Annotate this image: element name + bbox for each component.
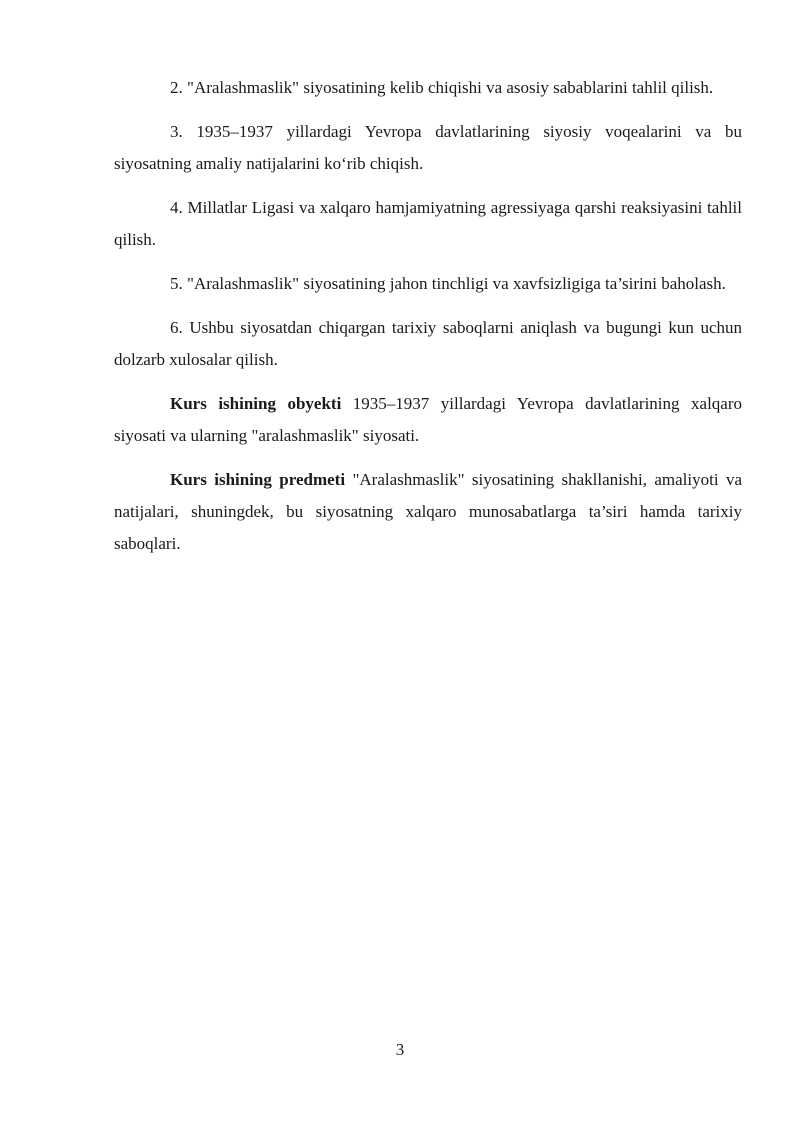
object-paragraph	[114, 388, 742, 452]
list-item-5: 5. "Aralashmaslik" siyosatining jahon tinchligi va xavfsizligiga ta’sirini baholash.	[170, 274, 726, 293]
list-item-6: 6. Ushbu siyosatdan chiqargan tarixiy saboqlarni aniqlash va bugungi kun uchun dolzarb xulosalar qilish.	[114, 318, 742, 369]
subject-paragraph	[114, 464, 742, 560]
list-item-3: 3. 1935–1937 yillardagi Yevropa davlatlarining siyosiy voqealarini va bu siyosatning amaliy natijalarini ko‘rib chiqish.	[114, 122, 742, 173]
list-item-4: 4. Millatlar Ligasi va xalqaro hamjamiyatning agressiyaga qarshi reaksiyasini tahlil qilish.	[114, 198, 742, 249]
object-text: 1935–1937 yillardagi Yevropa davlatlarining xalqaro siyosati va ularning "aralashmaslik" siyosati.	[114, 394, 742, 445]
list-item-2: 2. "Aralashmaslik" siyosatining kelib chiqishi va asosiy sabablarini tahlil qilish.	[170, 78, 714, 97]
subject-label: Kurs ishining predmeti	[170, 470, 346, 489]
page-number: 3	[395, 1040, 405, 1059]
subject-text: "Aralashmaslik" siyosatining shakllanishi, amaliyoti va natijalari, shuningdek, bu siyosatning xalqaro munosabatlarga ta’siri hamda tarixiy saboqlari.	[114, 470, 742, 553]
object-label: Kurs ishining obyekti	[170, 394, 342, 413]
page-content	[114, 72, 742, 572]
